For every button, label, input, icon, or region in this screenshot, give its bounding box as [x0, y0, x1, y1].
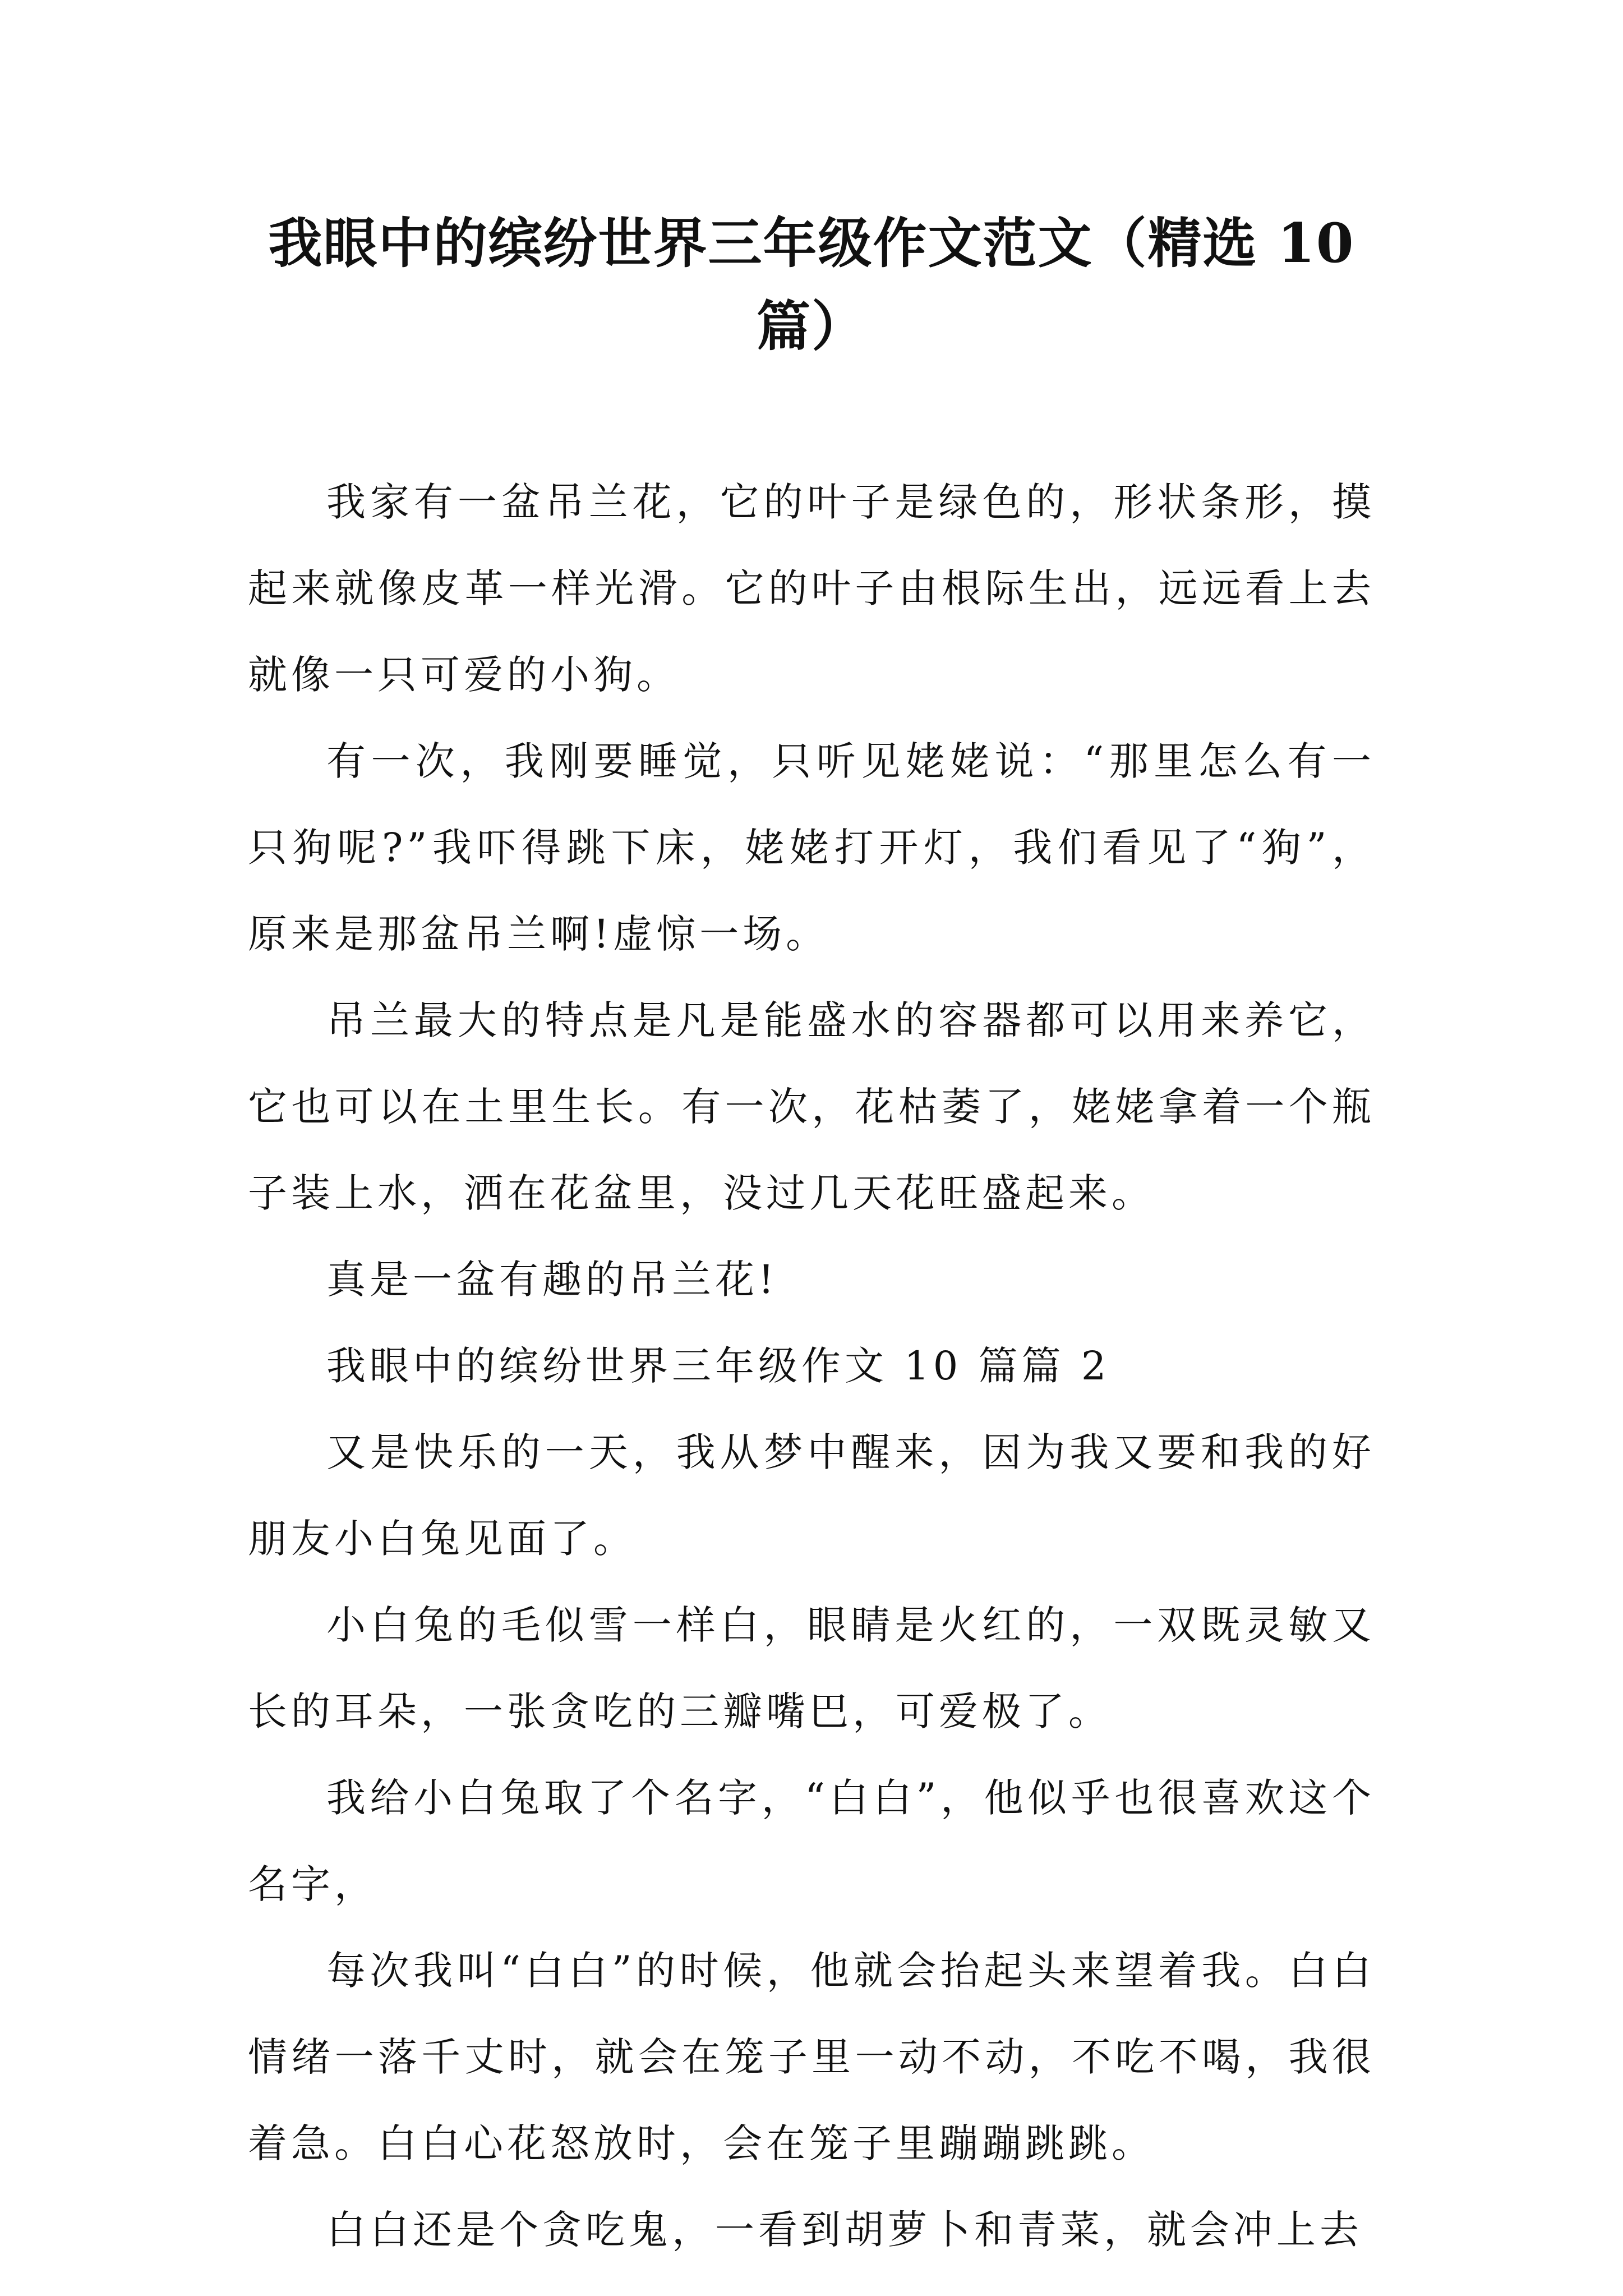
section-heading: 我眼中的缤纷世界三年级作文 10 篇篇 2 — [326, 1343, 1110, 1389]
paragraph: 每次我叫“白白”的时候，他就会抬起头来望着我。白白情绪一落千丈时，就会在笼子里一动不动，不吃不喝，我很着急。白白心花怒放时，会在笼子里蹦蹦跳跳。 — [248, 1948, 1375, 2166]
paragraph: 又是快乐的一天，我从梦中醒来，因为我又要和我的好朋友小白兔见面了。 — [248, 1429, 1375, 1562]
paragraph: 白白还是个贪吃鬼，一看到胡萝卜和青菜，就会冲上去 — [326, 2207, 1363, 2253]
document-body — [248, 459, 1375, 2273]
paragraph: 小白兔的毛似雪一样白，眼睛是火红的，一双既灵敏又长的耳朵，一张贪吃的三瓣嘴巴，可爱极了。 — [248, 1602, 1375, 1734]
paragraph: 我家有一盆吊兰花，它的叶子是绿色的，形状条形，摸起来就像皮革一样光滑。它的叶子由根际生出，远远看上去就像一只可爱的小狗。 — [248, 479, 1375, 698]
document-title: 我眼中的缤纷世界三年级作文范文（精选 10 篇） — [268, 211, 1355, 358]
paragraph: 有一次，我刚要睡觉，只听见姥姥说：“那里怎么有一只狗呢?”我吓得跳下床，姥姥打开灯，我们看见了“狗”，原来是那盆吊兰啊!虚惊一场。 — [248, 738, 1375, 957]
paragraph: 我给小白兔取了个名字，“白白”，他似乎也很喜欢这个名字， — [248, 1775, 1375, 1907]
paragraph: 吊兰最大的特点是凡是能盛水的容器都可以用来养它，它也可以在土里生长。有一次，花枯萎了，姥姥拿着一个瓶子装上水，洒在花盆里，没过几天花旺盛起来。 — [248, 997, 1375, 1216]
paragraph: 真是一盆有趣的吊兰花! — [326, 1257, 778, 1303]
